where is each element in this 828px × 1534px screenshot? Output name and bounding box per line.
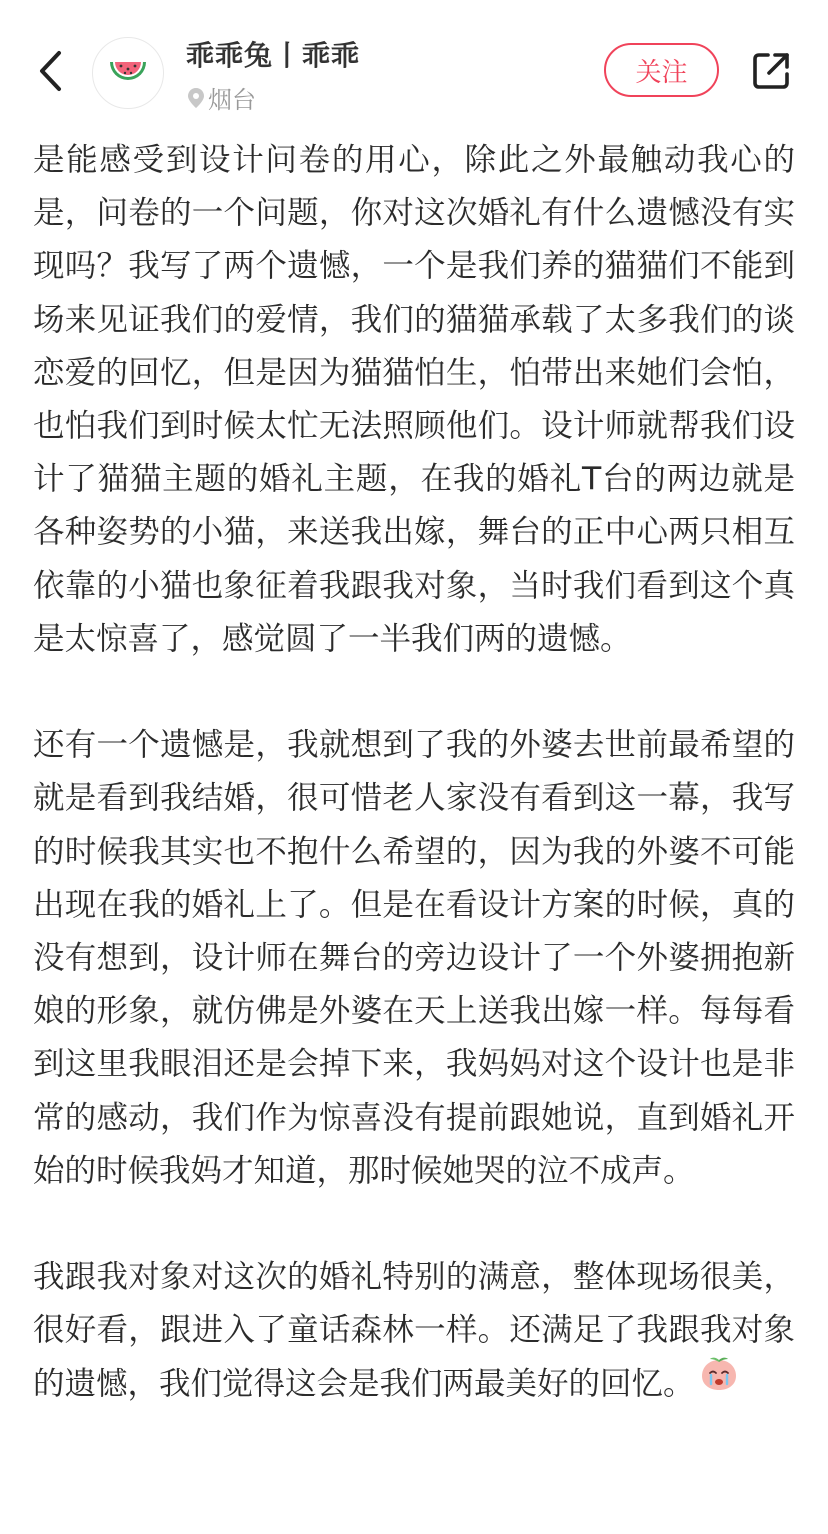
location-text: 烟台 — [208, 86, 256, 114]
crying-peach-emoji-icon — [699, 1354, 739, 1409]
follow-button[interactable]: 关注 — [604, 43, 719, 97]
post-paragraph: 是能感受到设计问卷的用心，除此之外最触动我心的是，问卷的一个问题，你对这次婚礼有什么遗憾没有实现吗？我写了两个遗憾，一个是我们养的猫猫们不能到场来见证我们的爱情，我们的猫猫承载了太多我们的谈恋爱的回忆，但是因为猫猫怕生，怕带出来她们会怕，也怕我们到时候太忙无法照顾他们。设计师就帮我们设计了猫猫主题的婚礼主题，在我的婚礼T台的两边就是各种姿势的小猫，来送我出嫁，舞台的正中心两只相互依靠的小猫也象征着我跟我对象，当时我们看到这个真是太惊喜了，感觉圆了一半我们两的遗憾。 — [33, 142, 795, 657]
back-button[interactable] — [30, 46, 70, 96]
location-tag — [186, 80, 256, 115]
location-pin-icon — [186, 87, 206, 109]
post-paragraph: 还有一个遗憾是，我就想到了我的外婆去世前最希望的就是看到我结婚，很可惜老人家没有看到这一幕，我写的时候我其实也不抱什么希望的，因为我的外婆不可能出现在我的婚礼上了。但是在看设计方案的时候，真的没有想到，设计师在舞台的旁边设计了一个外婆拥抱新娘的形象，就仿佛是外婆在天上送我出嫁一样。每每看到这里我眼泪还是会掉下来，我妈妈对这个设计也是非常的感动，我们作为惊喜没有提前跟她说，直到婚礼开始的时候我妈才知道，那时候她哭的泣不成声。 — [33, 727, 795, 1189]
avatar[interactable] — [92, 37, 164, 109]
post-paragraph — [33, 1251, 795, 1411]
author-name[interactable]: 乖乖兔丨乖乖 — [186, 39, 361, 72]
watermelon-icon — [108, 58, 148, 88]
chevron-left-icon — [37, 50, 63, 92]
post-content — [33, 134, 795, 1411]
share-button[interactable] — [746, 46, 796, 96]
post-paragraph-text: 我跟我对象对这次的婚礼特别的满意，整体现场很美，很好看，跟进入了童话森林一样。还满足了我跟我对象的遗憾，我们觉得这会是我们两最美好的回忆。 — [33, 1259, 795, 1402]
share-icon — [750, 50, 792, 92]
post-header — [0, 0, 828, 130]
